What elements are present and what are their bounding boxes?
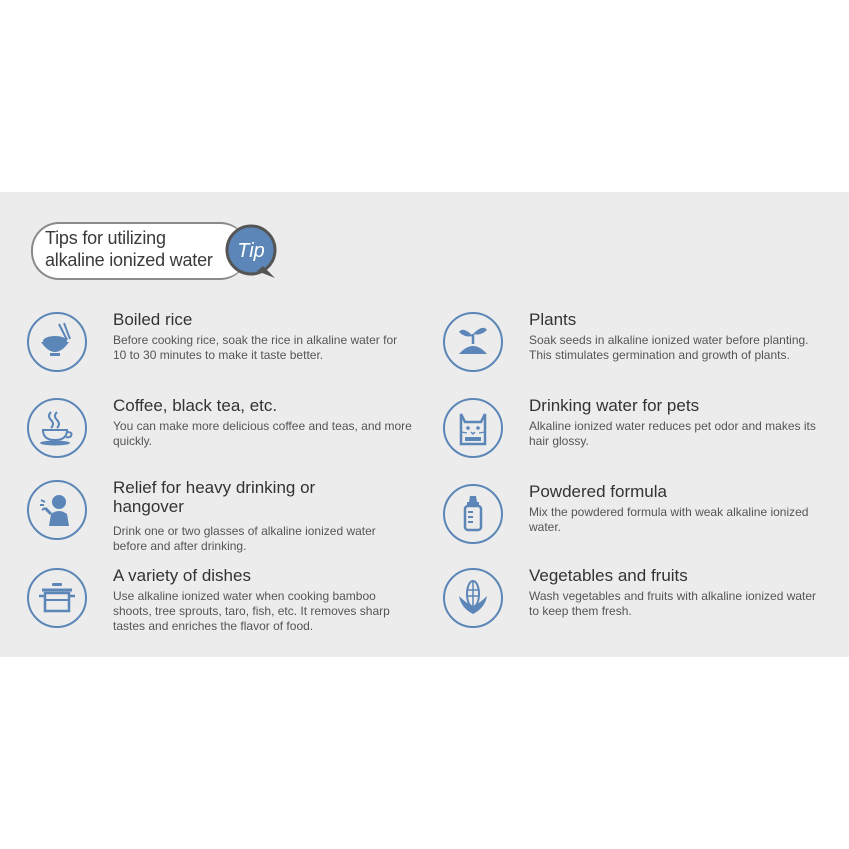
tip-description: Soak seeds in alkaline ionized water before planting. This stimulates germination and growth of plants. bbox=[529, 333, 809, 362]
sprout-icon bbox=[443, 312, 503, 372]
header-title-line1: Tips for utilizing bbox=[45, 228, 166, 248]
cat-icon bbox=[443, 398, 503, 458]
tip-description: Drink one or two glasses of alkaline ionized water before and after drinking. bbox=[113, 524, 376, 553]
cooking-pot-icon bbox=[27, 568, 87, 628]
tip-title: Relief for heavy drinking or hangover bbox=[113, 478, 316, 516]
baby-bottle-icon bbox=[443, 484, 503, 544]
tips-header bbox=[31, 220, 279, 282]
tip-title: Coffee, black tea, etc. bbox=[113, 396, 278, 415]
hangover-person-icon bbox=[27, 480, 87, 540]
tip-title: Vegetables and fruits bbox=[529, 566, 688, 585]
tip-title: A variety of dishes bbox=[113, 566, 251, 585]
tip-title: Powdered formula bbox=[529, 482, 667, 501]
tip-badge-icon bbox=[223, 224, 279, 280]
tip-description: Alkaline ionized water reduces pet odor and makes its hair glossy. bbox=[529, 419, 816, 448]
tip-description: You can make more delicious coffee and teas, and more quickly. bbox=[113, 419, 412, 448]
tips-panel bbox=[0, 192, 849, 657]
tip-title: Drinking water for pets bbox=[529, 396, 700, 415]
header-title-line2: alkaline ionized water bbox=[45, 250, 213, 270]
tip-description: Wash vegetables and fruits with alkaline ionized water to keep them fresh. bbox=[529, 589, 817, 618]
tip-description: Before cooking rice, soak the rice in alkaline water for 10 to 30 minutes to make it taste better. bbox=[113, 333, 398, 362]
tip-title: Boiled rice bbox=[113, 310, 193, 329]
coffee-cup-icon bbox=[27, 398, 87, 458]
tip-description: Use alkaline ionized water when cooking bamboo shoots, tree sprouts, taro, fish, etc. It removes sharp tastes and enriches the flavor of food. bbox=[113, 589, 390, 633]
rice-bowl-icon bbox=[27, 312, 87, 372]
tip-title: Plants bbox=[529, 310, 577, 329]
tip-badge-label: Tip bbox=[237, 240, 265, 262]
corn-icon bbox=[443, 568, 503, 628]
tip-description: Mix the powdered formula with weak alkaline ionized water. bbox=[529, 505, 809, 534]
header-title bbox=[45, 227, 245, 271]
